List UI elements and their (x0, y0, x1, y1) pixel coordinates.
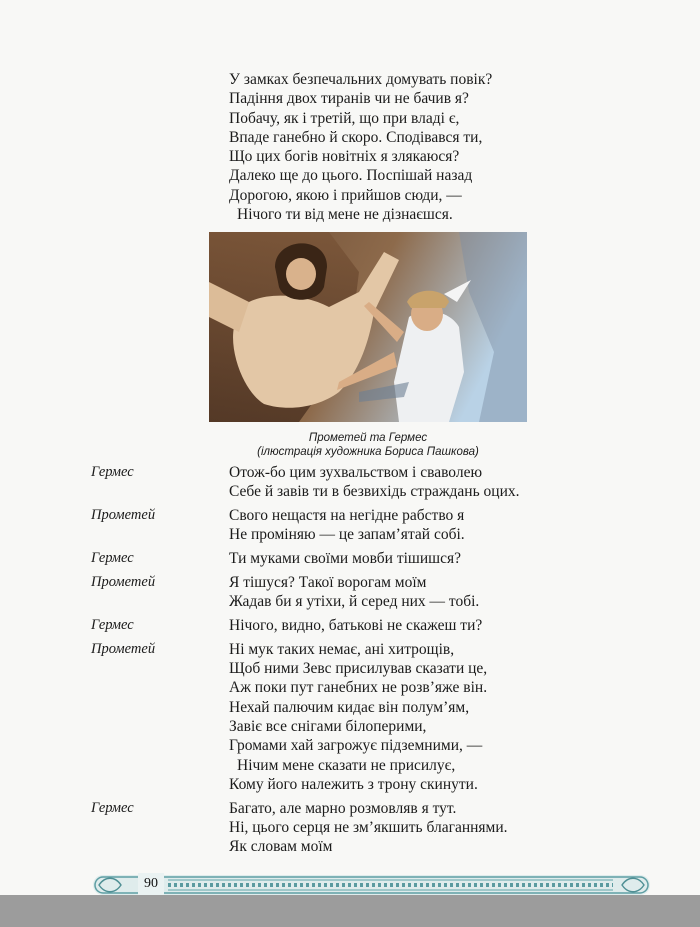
dialogue-line: Громами хай загрожує підземними, — (229, 737, 483, 755)
verse-line: У замках безпечальних домувать повік? (229, 71, 493, 88)
dialogue-line: Нічим мене сказати не присилує, (237, 756, 456, 774)
dialogue-turn (0, 506, 700, 545)
dialogue-turn (0, 799, 700, 857)
illustration-prometheus-hermes (209, 232, 527, 422)
speaker-name: Гермес (91, 617, 134, 634)
dialogue-line: Ні мук таких немає, ані хитрощів, (229, 640, 455, 658)
figure-caption (209, 431, 527, 459)
speaker-name: Гермес (91, 464, 134, 480)
dialogue-line: Отож-бо цим зухвальством і сваволею (229, 464, 483, 481)
speaker-name: Прометей (91, 507, 156, 524)
dialogue-line: Багато, але марно розмовляв я тут. (229, 799, 457, 817)
dialogue-turn (0, 573, 700, 612)
speaker-name: Гермес (91, 550, 134, 567)
caption-credit: (ілюстрація художника Бориса Пашкова) (257, 446, 479, 458)
dialogue (0, 463, 700, 861)
dialogue-line: Кому його належить з трону скинути. (229, 775, 478, 793)
verse-line: Далеко ще до цього. Поспішай назад (229, 167, 473, 185)
speaker-name: Прометей (91, 573, 156, 590)
dialogue-line: Не проміняю — це запам’ятай собі. (229, 526, 465, 544)
speaker-name: Прометей (91, 640, 156, 657)
footer-bar (0, 895, 700, 927)
footer-ornament (93, 873, 650, 897)
dialogue-line: Щоб ними Зевс присилував сказати це, (229, 660, 488, 678)
verse-line: Дорогою, якою і прийшов сюди, — (229, 186, 462, 204)
dialogue-line: Як словам моїм (229, 838, 333, 856)
dialogue-turn (0, 616, 700, 635)
verse-line: Побачу, як і третій, що при владі є, (229, 109, 460, 127)
dialogue-line: Свого нещастя на негідне рабство я (229, 507, 465, 525)
verse-line: Впаде ганебно й скоро. Сподівався ти, (229, 128, 483, 146)
dialogue-line: Нехай палючим кидає він полум’ям, (229, 698, 470, 716)
page-number: 90 (138, 873, 164, 895)
dialogue-turn (0, 640, 700, 794)
dialogue-line: Аж поки пут ганебних не розв’яже він. (229, 679, 488, 697)
caption-title: Прометей та Гермес (308, 432, 428, 444)
dialogue-line: Я тішуся? Такої ворогам моїм (229, 573, 427, 591)
dialogue-line: Ні, цього серця не зм’якшить благаннями. (229, 819, 508, 837)
painting-image (209, 232, 527, 422)
verse-block (229, 70, 492, 224)
dialogue-line: Завіє все снігами білоперими, (229, 718, 427, 736)
verse-line: Нічого ти від мене не дізнаєшся. (237, 206, 453, 224)
dialogue-line: Себе й завів ти в безвихідь страждань оцих. (229, 483, 520, 501)
dialogue-turn (0, 549, 700, 568)
verse-line: Падіння двох тиранів чи не бачив я? (229, 90, 469, 108)
dialogue-line: Ти муками своїми мовби тішишся? (229, 550, 461, 568)
dialogue-line: Жадав би я утіхи, й серед них — тобі. (229, 593, 480, 611)
speaker-name: Гермес (91, 799, 134, 816)
dialogue-turn (0, 463, 700, 502)
verse-line: Що цих богів новітніх я злякаюся? (229, 148, 460, 166)
dialogue-line: Нічого, видно, батькові не скажеш ти? (229, 617, 483, 635)
